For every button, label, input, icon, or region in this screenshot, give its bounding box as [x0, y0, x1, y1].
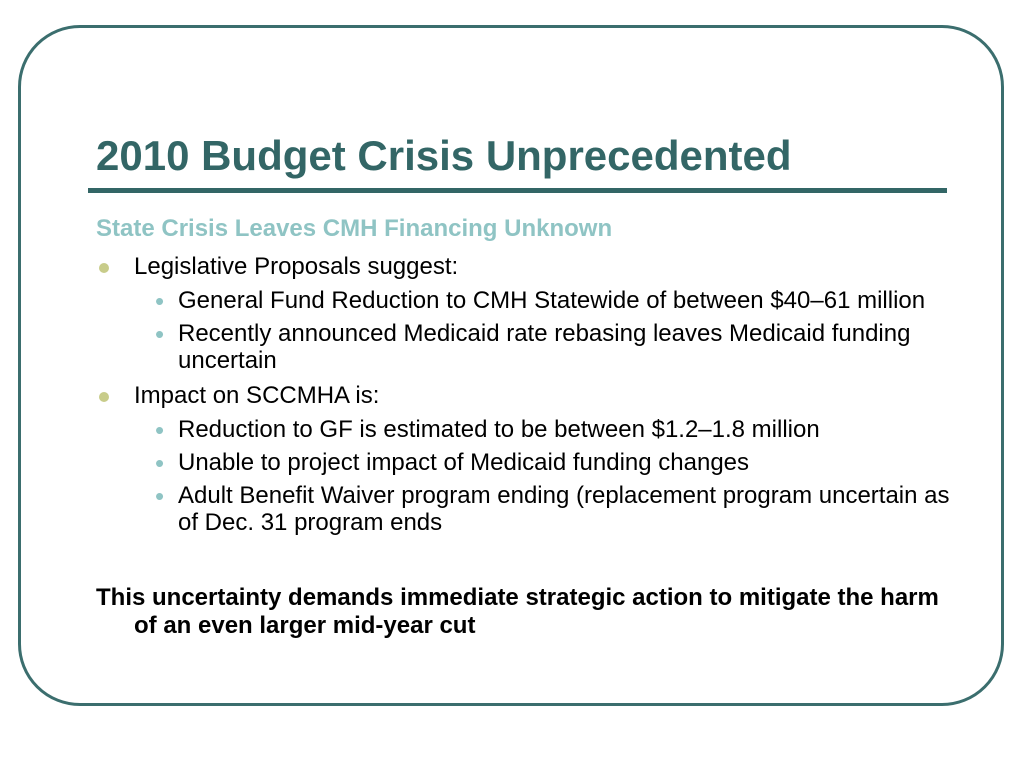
bullet-impact-sccmha: [96, 382, 956, 410]
dot-bullet-icon: •: [155, 481, 165, 511]
dot-bullet-icon: •: [155, 448, 165, 478]
dot-bullet-icon: •: [155, 319, 165, 349]
slide-body: [96, 213, 956, 640]
sub-bullet-item: [155, 415, 956, 445]
sub-bullet-text: Unable to project impact of Medicaid funding changes: [178, 449, 750, 476]
bullet-legislative-proposals: [96, 253, 956, 281]
sub-bullet-list: [96, 416, 956, 536]
title-underline: [88, 188, 947, 193]
circle-bullet-icon: [99, 263, 109, 273]
sub-bullet-text: Recently announced Medicaid rate rebasing leaves Medicaid funding uncertain: [178, 320, 911, 374]
sub-bullet-text: Reduction to GF is estimated to be between $1.2–1.8 million: [178, 416, 820, 443]
sub-bullet-text: General Fund Reduction to CMH Statewide of between $40–61 million: [178, 287, 926, 314]
bullet-label: Legislative Proposals suggest:: [134, 253, 459, 280]
dot-bullet-icon: •: [155, 286, 165, 316]
sub-bullet-item: [155, 319, 956, 374]
sub-bullet-text: Adult Benefit Waiver program ending (replacement program uncertain as of Dec. 31 program ends: [178, 482, 950, 536]
bullet-label: Impact on SCCMHA is:: [134, 382, 380, 409]
closing-statement: This uncertainty demands immediate strategic action to mitigate the harm of an even larger mid-year cut: [96, 584, 939, 639]
sub-bullet-item: [155, 448, 956, 478]
slide-title: 2010 Budget Crisis Unprecedented: [96, 132, 792, 179]
sub-bullet-list: [96, 287, 956, 374]
dot-bullet-icon: •: [155, 415, 165, 445]
sub-bullet-item: [155, 286, 956, 316]
circle-bullet-icon: [99, 392, 109, 402]
sub-bullet-item: [155, 481, 956, 536]
subheading: State Crisis Leaves CMH Financing Unknown: [96, 215, 613, 242]
